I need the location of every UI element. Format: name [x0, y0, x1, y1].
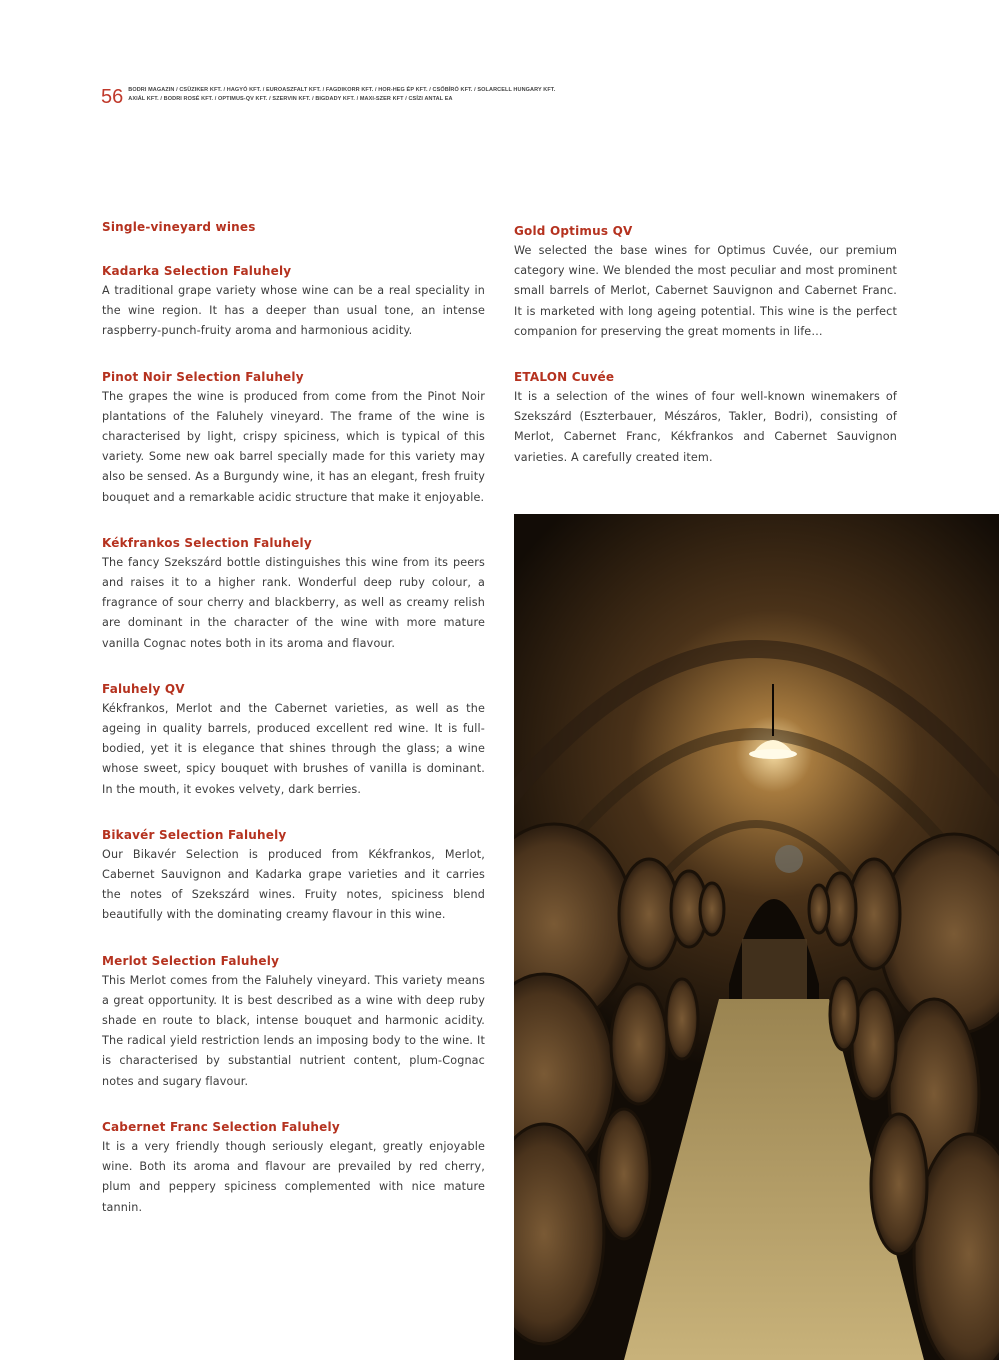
- left-column: [102, 219, 485, 1245]
- right-column: [514, 223, 897, 495]
- wine-description: We selected the base wines for Optimus Cuvée, our premium category wine. We blended the most peculiar and most prominent small barrels of Merlot, Cabernet Sauvignon and Cabernet Franc. It is marketed with long ageing potential. This wine is the perfect companion for preserving the great moments in life…: [514, 244, 897, 338]
- wine-title: Pinot Noir Selection Faluhely: [102, 369, 304, 384]
- wine-title: Faluhely QV: [102, 681, 185, 696]
- wine-entry-pinot-noir: [102, 369, 485, 508]
- wine-description: The fancy Szekszárd bottle distinguishes this wine from its peers and raises it to a higher rank. Wonderful deep ruby colour, a fragrance of sour cherry and blackberry, as well as creamy relish are dominant in the character of the wine with more mature vanilla Cognac notes both in its aroma and flavour.: [102, 555, 485, 650]
- wine-description: It is a very friendly though seriously elegant, greatly enjoyable wine. Both its aroma and flavour are prevailed by red cherry, plum and peppery spiciness complemented with nice mature tannin.: [102, 1139, 485, 1214]
- page-header: [101, 86, 555, 107]
- wine-entry-gold-optimus: [514, 223, 897, 342]
- wine-entry-merlot: [102, 953, 485, 1092]
- wine-entry-cabernet-franc: [102, 1119, 485, 1218]
- wine-description: It is a selection of the wines of four well-known winemakers of Szekszárd (Eszterbauer, Mészáros, Takler, Bodri), consisting of Merlot, Cabernet Franc, Kékfrankos and Cabernet Sauvignon varieties. A carefully created item.: [514, 390, 897, 464]
- wine-description: Kékfrankos, Merlot and the Cabernet varieties, as well as the ageing in quality barrels, produced excellent red wine. It is full-bodied, yet it is elegance that shines through the glass; a wine whose sweet, spicy bouquet with brushes of vanilla is dominant. In the mouth, it evokes velvety, dark berries.: [102, 701, 485, 796]
- header-line: BODRI MAGAZIN / CSÜZIKER KFT. / HAGYÓ KFT. / EUROASZFALT KFT. / FAGDIKORR KFT. / HOR-HEG ÉP KFT. / CSŐBÍRÓ KFT. / SOLARCELL HUNGARY KFT.: [128, 87, 556, 93]
- wine-entry-etalon: [514, 369, 897, 468]
- wine-description: Our Bikavér Selection is produced from Kékfrankos, Merlot, Cabernet Sauvignon and Kadarka grape varieties and it carries the notes of Szekszárd wines. Fruity notes, spiciness blend beautifully with the dominating creamy flavour in this wine.: [102, 847, 485, 922]
- wine-title: Merlot Selection Faluhely: [102, 953, 280, 968]
- wine-title: ETALON Cuvée: [514, 370, 615, 385]
- wine-description: The grapes the wine is produced from come from the Pinot Noir plantations of the Faluhely vineyard. The frame of the wine is characterised by light, crispy spiciness, which is typical of this variety. Some new oak barrel specially made for this variety may also be sensed. As a Burgundy wine, it has an elegant, fresh fruity bouquet and a remarkable acidic structure that make it enjoyable.: [102, 389, 485, 504]
- page-number: 56: [101, 86, 124, 108]
- wine-entry-bikaver: [102, 827, 485, 926]
- wine-description: A traditional grape variety whose wine can be a real speciality in the wine region. It has a deeper than usual tone, an intense raspberry-punch-fruity aroma and harmonious acidity.: [102, 284, 485, 338]
- wine-title: Kékfrankos Selection Faluhely: [102, 535, 312, 550]
- header-line: AXIÁL KFT. / BODRI ROSÉ KFT. / OPTIMUS-QV KFT. / SZERVIN KFT. / BIGDADY KFT. / MAXI-SZER KFT / CSÍZI ANTAL EA: [128, 96, 453, 102]
- wine-entry-kekfrankos: [102, 535, 485, 654]
- wine-cellar-photo: [514, 514, 999, 1360]
- wine-entry-kadarka: [102, 263, 485, 342]
- header-sponsor-list: [128, 86, 555, 104]
- wine-title: Kadarka Selection Faluhely: [102, 264, 292, 278]
- section-title: Single-vineyard wines: [102, 220, 256, 234]
- wine-entry-faluhely-qv: [102, 681, 485, 800]
- wine-title: Cabernet Franc Selection Faluhely: [102, 1119, 340, 1134]
- wine-title: Bikavér Selection Faluhely: [102, 827, 287, 842]
- wine-title: Gold Optimus QV: [514, 224, 633, 238]
- wine-description: This Merlot comes from the Faluhely vineyard. This variety means a great opportunity. It is best described as a wine with deep ruby shade en route to black, intense bouquet and harmonic acidity. The radical yield restriction lends an imposing body to the wine. It is characterised by substantial nutrient content, plum-Cognac notes and sugary flavour.: [102, 973, 485, 1088]
